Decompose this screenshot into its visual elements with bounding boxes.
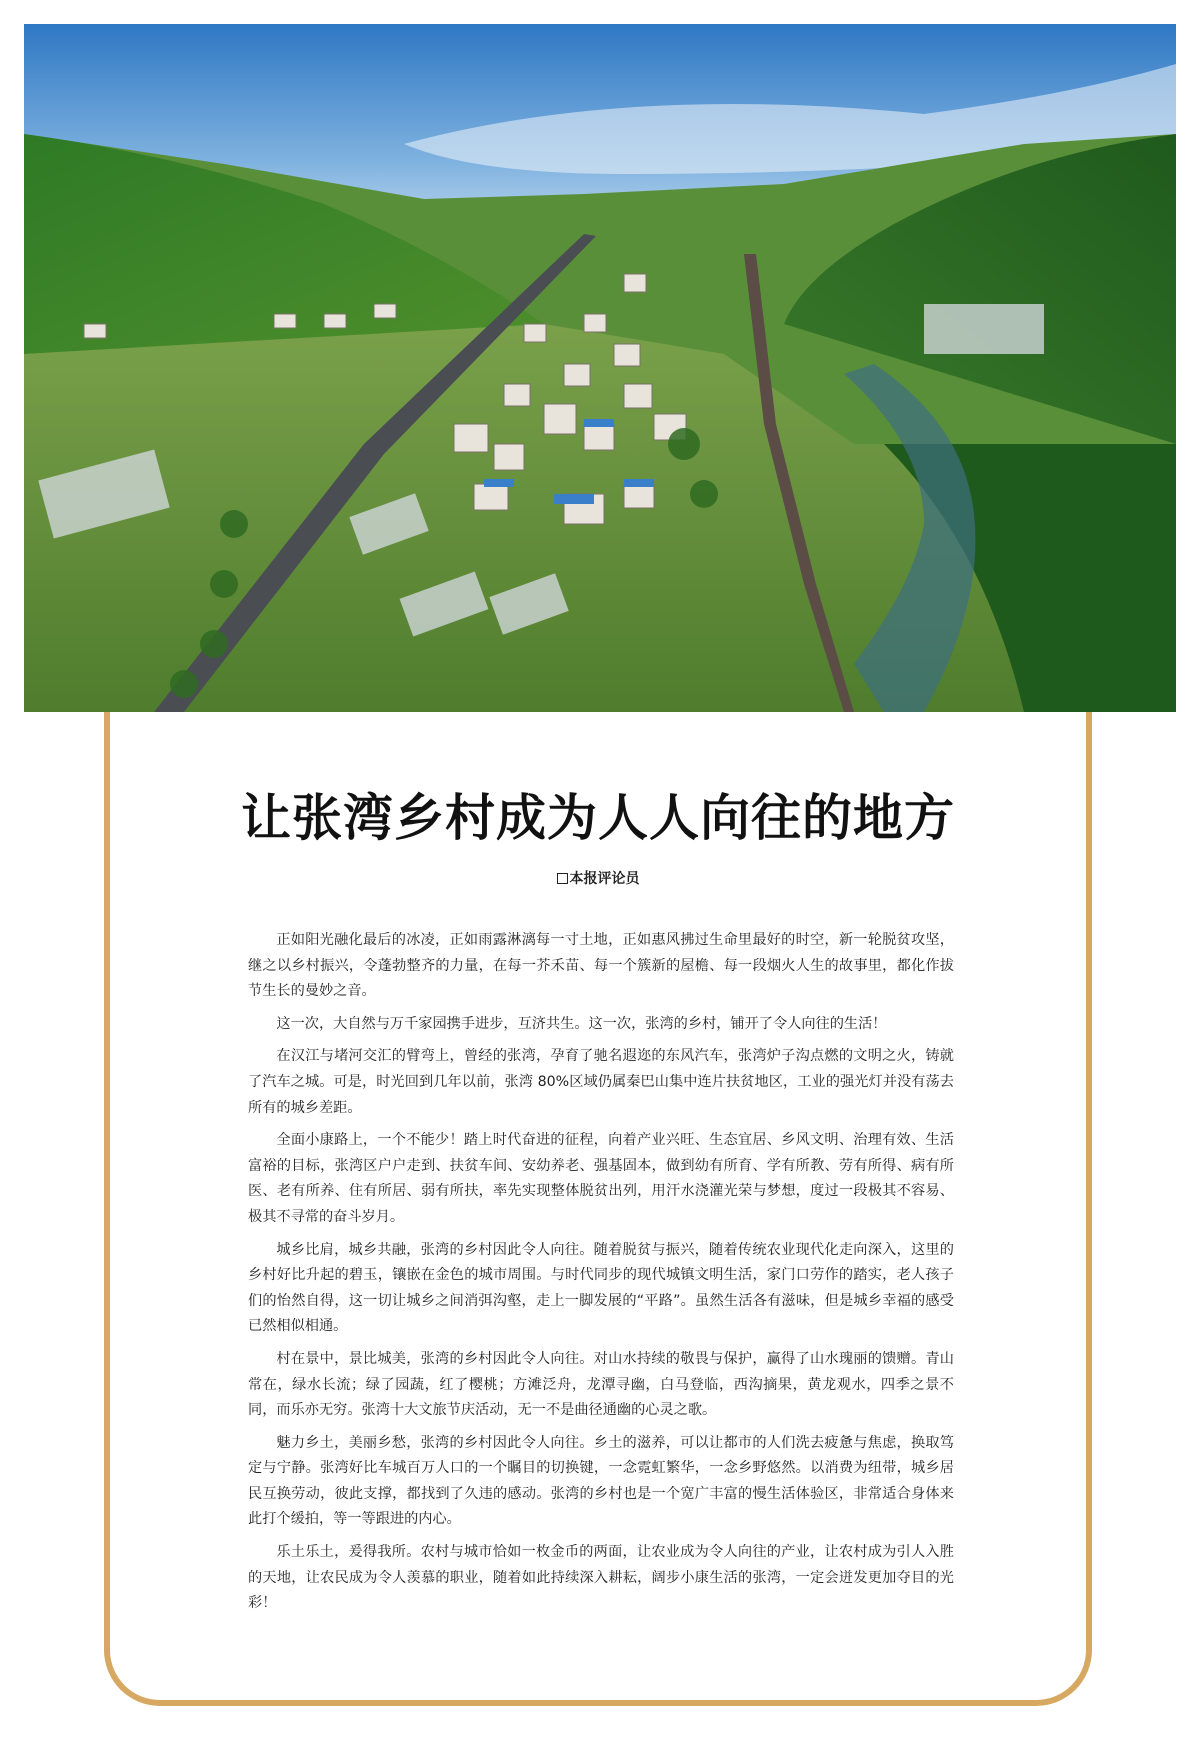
byline-text: 本报评论员	[569, 871, 640, 887]
paragraph: 城乡比肩，城乡共融，张湾的乡村因此令人向往。随着脱贫与振兴，随着传统农业现代化走向深入，这里的乡村好比升起的碧玉，镶嵌在金色的城市周围。与时代同步的现代城镇文明生活，家门口劳作的踏实，老人孩子们的怡然自得，这一切让城乡之间消弭沟壑，走上一脚发展的“平路”。虽然生活各有滋味，但是城乡幸福的感受已然相似相通。	[248, 1241, 954, 1335]
paragraph: 在汉江与堵河交汇的臂弯上，曾经的张湾，孕育了驰名遐迩的东风汽车，张湾炉子沟点燃的文明之火，铸就了汽车之城。可是，时光回到几年以前，张湾 80%区域仍属秦巴山集中连片扶贫地区，工业的强光灯并没有荡去所有的城乡差距。	[248, 1048, 954, 1116]
paragraph: 魅力乡土，美丽乡愁，张湾的乡村因此令人向往。乡土的滋养，可以让都市的人们洗去疲惫与焦虑，换取笃定与宁静。张湾好比车城百万人口的一个瞩目的切换键，一念霓虹繁华，一念乡野悠然。以消费为纽带，城乡居民互换劳动，彼此支撑，都找到了久违的感动。张湾的乡村也是一个宽广丰富的慢生活体验区，非常适合身体来此打个缓拍，等一等跟进的内心。	[248, 1434, 954, 1528]
paragraph: 村在景中，景比城美，张湾的乡村因此令人向往。对山水持续的敬畏与保护，赢得了山水瑰丽的馈赠。青山常在，绿水长流；绿了园蔬，红了樱桃；方滩泛舟，龙潭寻幽，白马登临，西沟摘果，黄龙观水，四季之景不同，而乐亦无穷。张湾十大文旅节庆活动，无一不是曲径通幽的心灵之歌。	[248, 1350, 954, 1419]
paragraph: 全面小康路上，一个不能少！踏上时代奋进的征程，向着产业兴旺、生态宜居、乡风文明、治理有效、生活富裕的目标，张湾区户户走到、扶贫车间、安幼养老、强基固本，做到幼有所育、学有所教、劳有所得、病有所医、老有所养、住有所居、弱有所扶，率先实现整体脱贫出列，用汗水浇灌光荣与梦想，度过一段极其不容易、极其不寻常的奋斗岁月。	[248, 1132, 954, 1225]
paragraph: 正如阳光融化最后的冰凌，正如雨露淋漓每一寸土地，正如惠风拂过生命里最好的时空，新一轮脱贫攻坚，继之以乡村振兴，令蓬勃整齐的力量，在每一芥禾苗、每一个簇新的屋檐、每一段烟火人生的故事里，都化作拔节生长的曼妙之音。	[248, 932, 954, 1000]
village-aerial-photo	[24, 24, 1176, 712]
article-byline	[104, 868, 1092, 888]
article-title: 让张湾乡村成为人人向往的地方	[241, 788, 955, 847]
paragraph: 这一次，大自然与万千家园携手进步，互济共生。这一次，张湾的乡村，铺开了令人向往的生活！	[276, 1015, 887, 1032]
header-photo	[24, 24, 1176, 712]
square-icon	[557, 873, 568, 884]
paragraph: 乐土乐土，爰得我所。农村与城市恰如一枚金币的两面，让农业成为令人向往的产业，让农村成为引人入胜的天地，让农民成为令人羡慕的职业，随着如此持续深入耕耘，阔步小康生活的张湾，一定会迸发更加夺目的光彩！	[248, 1544, 954, 1612]
article-body	[248, 928, 954, 1624]
